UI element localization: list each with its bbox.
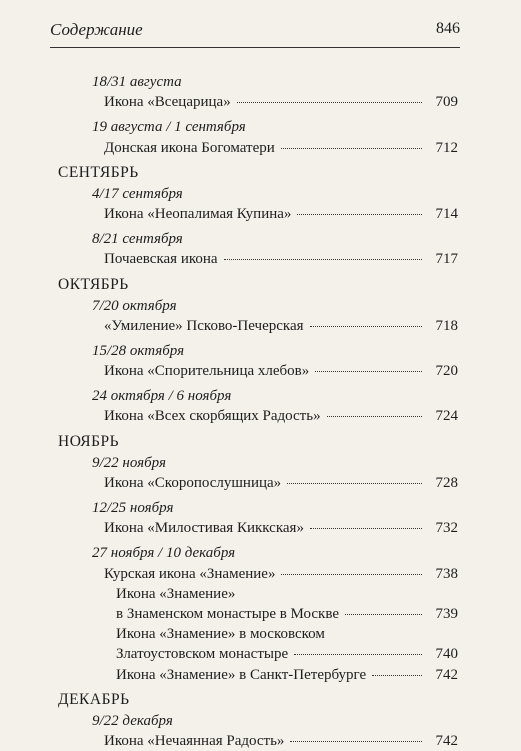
toc-entry-page: 714 — [435, 205, 458, 222]
toc-entry[interactable] — [58, 316, 458, 336]
dot-leader — [372, 674, 422, 676]
toc-entry[interactable] — [58, 92, 458, 112]
dot-leader — [345, 613, 422, 615]
toc-entry-page: 742 — [435, 666, 458, 683]
toc-date: 27 ноября / 10 декабря — [92, 545, 236, 562]
toc-entry-page: 724 — [435, 408, 458, 425]
toc-month-heading: НОЯБРЬ — [58, 432, 120, 450]
page-header — [50, 18, 460, 44]
toc-entry-title: Икона «Нечаянная Радость» — [104, 732, 285, 749]
dot-leader — [310, 527, 422, 529]
toc-entry-title: Почаевская икона — [104, 251, 218, 268]
toc-entry-page: 728 — [435, 474, 458, 491]
toc-entry-page: 732 — [435, 520, 458, 537]
toc-month-heading: СЕНТЯБРЬ — [58, 163, 139, 181]
toc-entry-title: Икона «Милостивая Киккская» — [104, 520, 304, 537]
toc-entry-title: Икона «Всех скорбящих Радость» — [104, 408, 321, 425]
toc-date: 8/21 сентября — [92, 231, 183, 248]
toc-entry[interactable] — [58, 644, 458, 664]
toc-entry[interactable] — [58, 665, 458, 685]
page-number: 846 — [436, 20, 460, 37]
toc-entry-page: 740 — [435, 646, 458, 663]
toc-month-heading: ОКТЯБРЬ — [58, 275, 129, 293]
dot-leader — [327, 415, 422, 417]
toc-entry[interactable] — [58, 361, 458, 381]
toc-entry-title: Икона «Знамение» в Санкт-Петербурге — [116, 666, 367, 683]
toc-entry-page: 742 — [435, 732, 458, 749]
toc-entry-title: Курская икона «Знамение» — [104, 565, 276, 582]
running-title: Содержание — [50, 20, 143, 39]
toc-entry-page: 718 — [435, 317, 458, 334]
toc-entry-line[interactable]: Икона «Знамение» в московском — [116, 626, 325, 643]
dot-leader — [237, 101, 422, 103]
toc-entry[interactable] — [58, 204, 458, 224]
dot-leader — [224, 258, 422, 260]
toc-entry-title: Икона «Всецарица» — [104, 94, 231, 111]
toc-entry[interactable] — [58, 138, 458, 158]
toc-date: 15/28 октября — [92, 342, 185, 359]
toc-entry[interactable] — [58, 564, 458, 584]
toc-entry-title: «Умиление» Псково-Печерская — [104, 317, 304, 334]
table-of-contents — [58, 72, 458, 751]
dot-leader — [287, 482, 422, 484]
toc-entry-page: 738 — [435, 565, 458, 582]
toc-entry-title: Икона «Скоропослушница» — [104, 474, 282, 491]
header-rule — [50, 47, 460, 48]
toc-date: 12/25 ноября — [92, 500, 174, 516]
dot-leader — [281, 573, 422, 575]
toc-entry-title: Донская икона Богоматери — [104, 139, 275, 156]
toc-date: 18/31 августа — [92, 74, 182, 90]
toc-date: 9/22 декабря — [92, 712, 173, 729]
dot-leader — [315, 370, 422, 372]
toc-entry[interactable] — [58, 406, 458, 426]
toc-entry-title: Златоустовском монастыре — [116, 646, 289, 663]
dot-leader — [281, 147, 422, 149]
toc-date: 19 августа / 1 сентября — [92, 119, 246, 136]
toc-date: 9/22 ноября — [92, 454, 166, 471]
toc-entry-page: 739 — [435, 605, 458, 622]
toc-entry-title: Икона «Неопалимая Купина» — [104, 205, 292, 222]
toc-date: 4/17 сентября — [92, 185, 183, 202]
dot-leader — [310, 325, 422, 327]
toc-entry-title: Икона «Спорительница хлебов» — [104, 363, 310, 380]
toc-entry-page: 712 — [435, 139, 458, 156]
toc-entry-page: 717 — [435, 251, 458, 268]
toc-entry[interactable] — [58, 731, 458, 751]
toc-entry[interactable] — [58, 473, 458, 493]
dot-leader — [297, 213, 422, 215]
toc-date: 7/20 октября — [92, 297, 177, 314]
toc-entry-page: 709 — [435, 94, 458, 111]
toc-entry-page: 720 — [435, 363, 458, 380]
toc-entry[interactable] — [58, 249, 458, 269]
dot-leader — [294, 653, 422, 655]
toc-entry[interactable] — [58, 604, 458, 624]
toc-date: 24 октября / 6 ноября — [92, 388, 232, 405]
toc-entry-title: в Знаменском монастыре в Москве — [116, 605, 339, 622]
toc-entry[interactable] — [58, 518, 458, 538]
toc-entry-line[interactable]: Икона «Знамение» — [116, 585, 236, 602]
toc-month-heading: ДЕКАБРЬ — [58, 690, 130, 708]
